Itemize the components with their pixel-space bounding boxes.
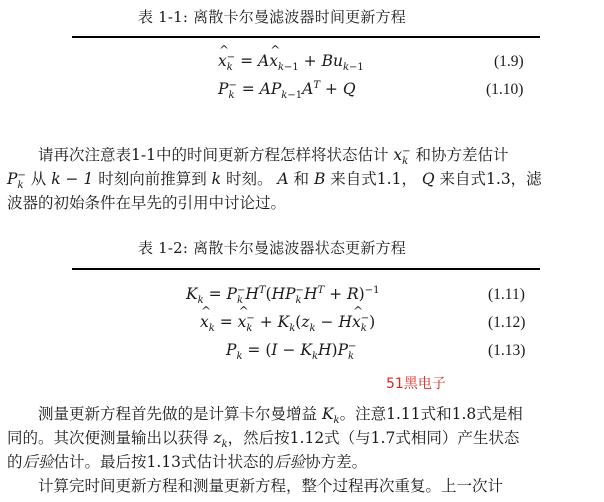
equation-1-9: ^ x − k = A^ $x_{k-1} + Bu_{k-1}$: [218, 52, 364, 73]
table-1-2-top-rule: [72, 268, 540, 270]
equation-number-1-12: (1.12): [488, 314, 526, 331]
paragraph-2: [7, 402, 523, 498]
watermark-text: 51黑电子: [386, 376, 446, 392]
equation-number-1-9: (1.9): [494, 53, 524, 70]
paragraph-2-line-3: 的后验估计。最后按1.13式估计状态的后验协方差。: [7, 453, 368, 471]
table-1-1-caption: 表 1-1: 离散卡尔曼滤波器时间更新方程: [138, 8, 406, 26]
paragraph-2-line-4: 计算完时间更新方程和测量更新方程，整个过程再次重复。上一次计: [38, 477, 504, 495]
paragraph-1: [7, 143, 542, 215]
equation-1-12: ^ $x_k$ = ^ x − k + $K_k(z_k$ − H^ x − k ): [200, 313, 375, 334]
equation-1-10: P − k = $AP_{k-1}A^T + Q$: [218, 79, 356, 102]
paragraph-2-line-2: 同的。其次便测量输出以获得 $z_k$，然后按1.12式（与1.7式相同）产生状态: [7, 429, 520, 451]
table-1-1-top-rule: [72, 36, 540, 38]
paragraph-1-line-1: 请再次注意表1-1中的时间更新方程怎样将状态估计 x − k 和协方差估计: [38, 146, 509, 167]
equation-number-1-13: (1.13): [488, 342, 526, 359]
equation-1-11: $K_k = P$ − k $H^T(HP$ − k $H^T + R)^{-1}$: [186, 284, 380, 307]
equation-number-1-11: (1.11): [488, 286, 525, 303]
equation-1-13: $P_k = (I - K_kH)P$ − k: [226, 341, 357, 363]
paragraph-2-line-1: 测量更新方程首先做的是计算卡尔曼增益 $K_k$。注意1.11式和1.8式是相: [38, 405, 523, 427]
equation-number-1-10: (1.10): [486, 81, 524, 98]
paragraph-1-line-3: 波器的初始条件在早先的引用中讨论过。: [7, 194, 287, 212]
table-1-2-caption: 表 1-2: 离散卡尔曼滤波器状态更新方程: [138, 239, 406, 257]
paragraph-1-line-2: P − k 从 k − 1 时刻向前推算到 k 时刻。 A 和 B 来自式1.1， Q 来自式1.3，滤: [7, 170, 542, 191]
